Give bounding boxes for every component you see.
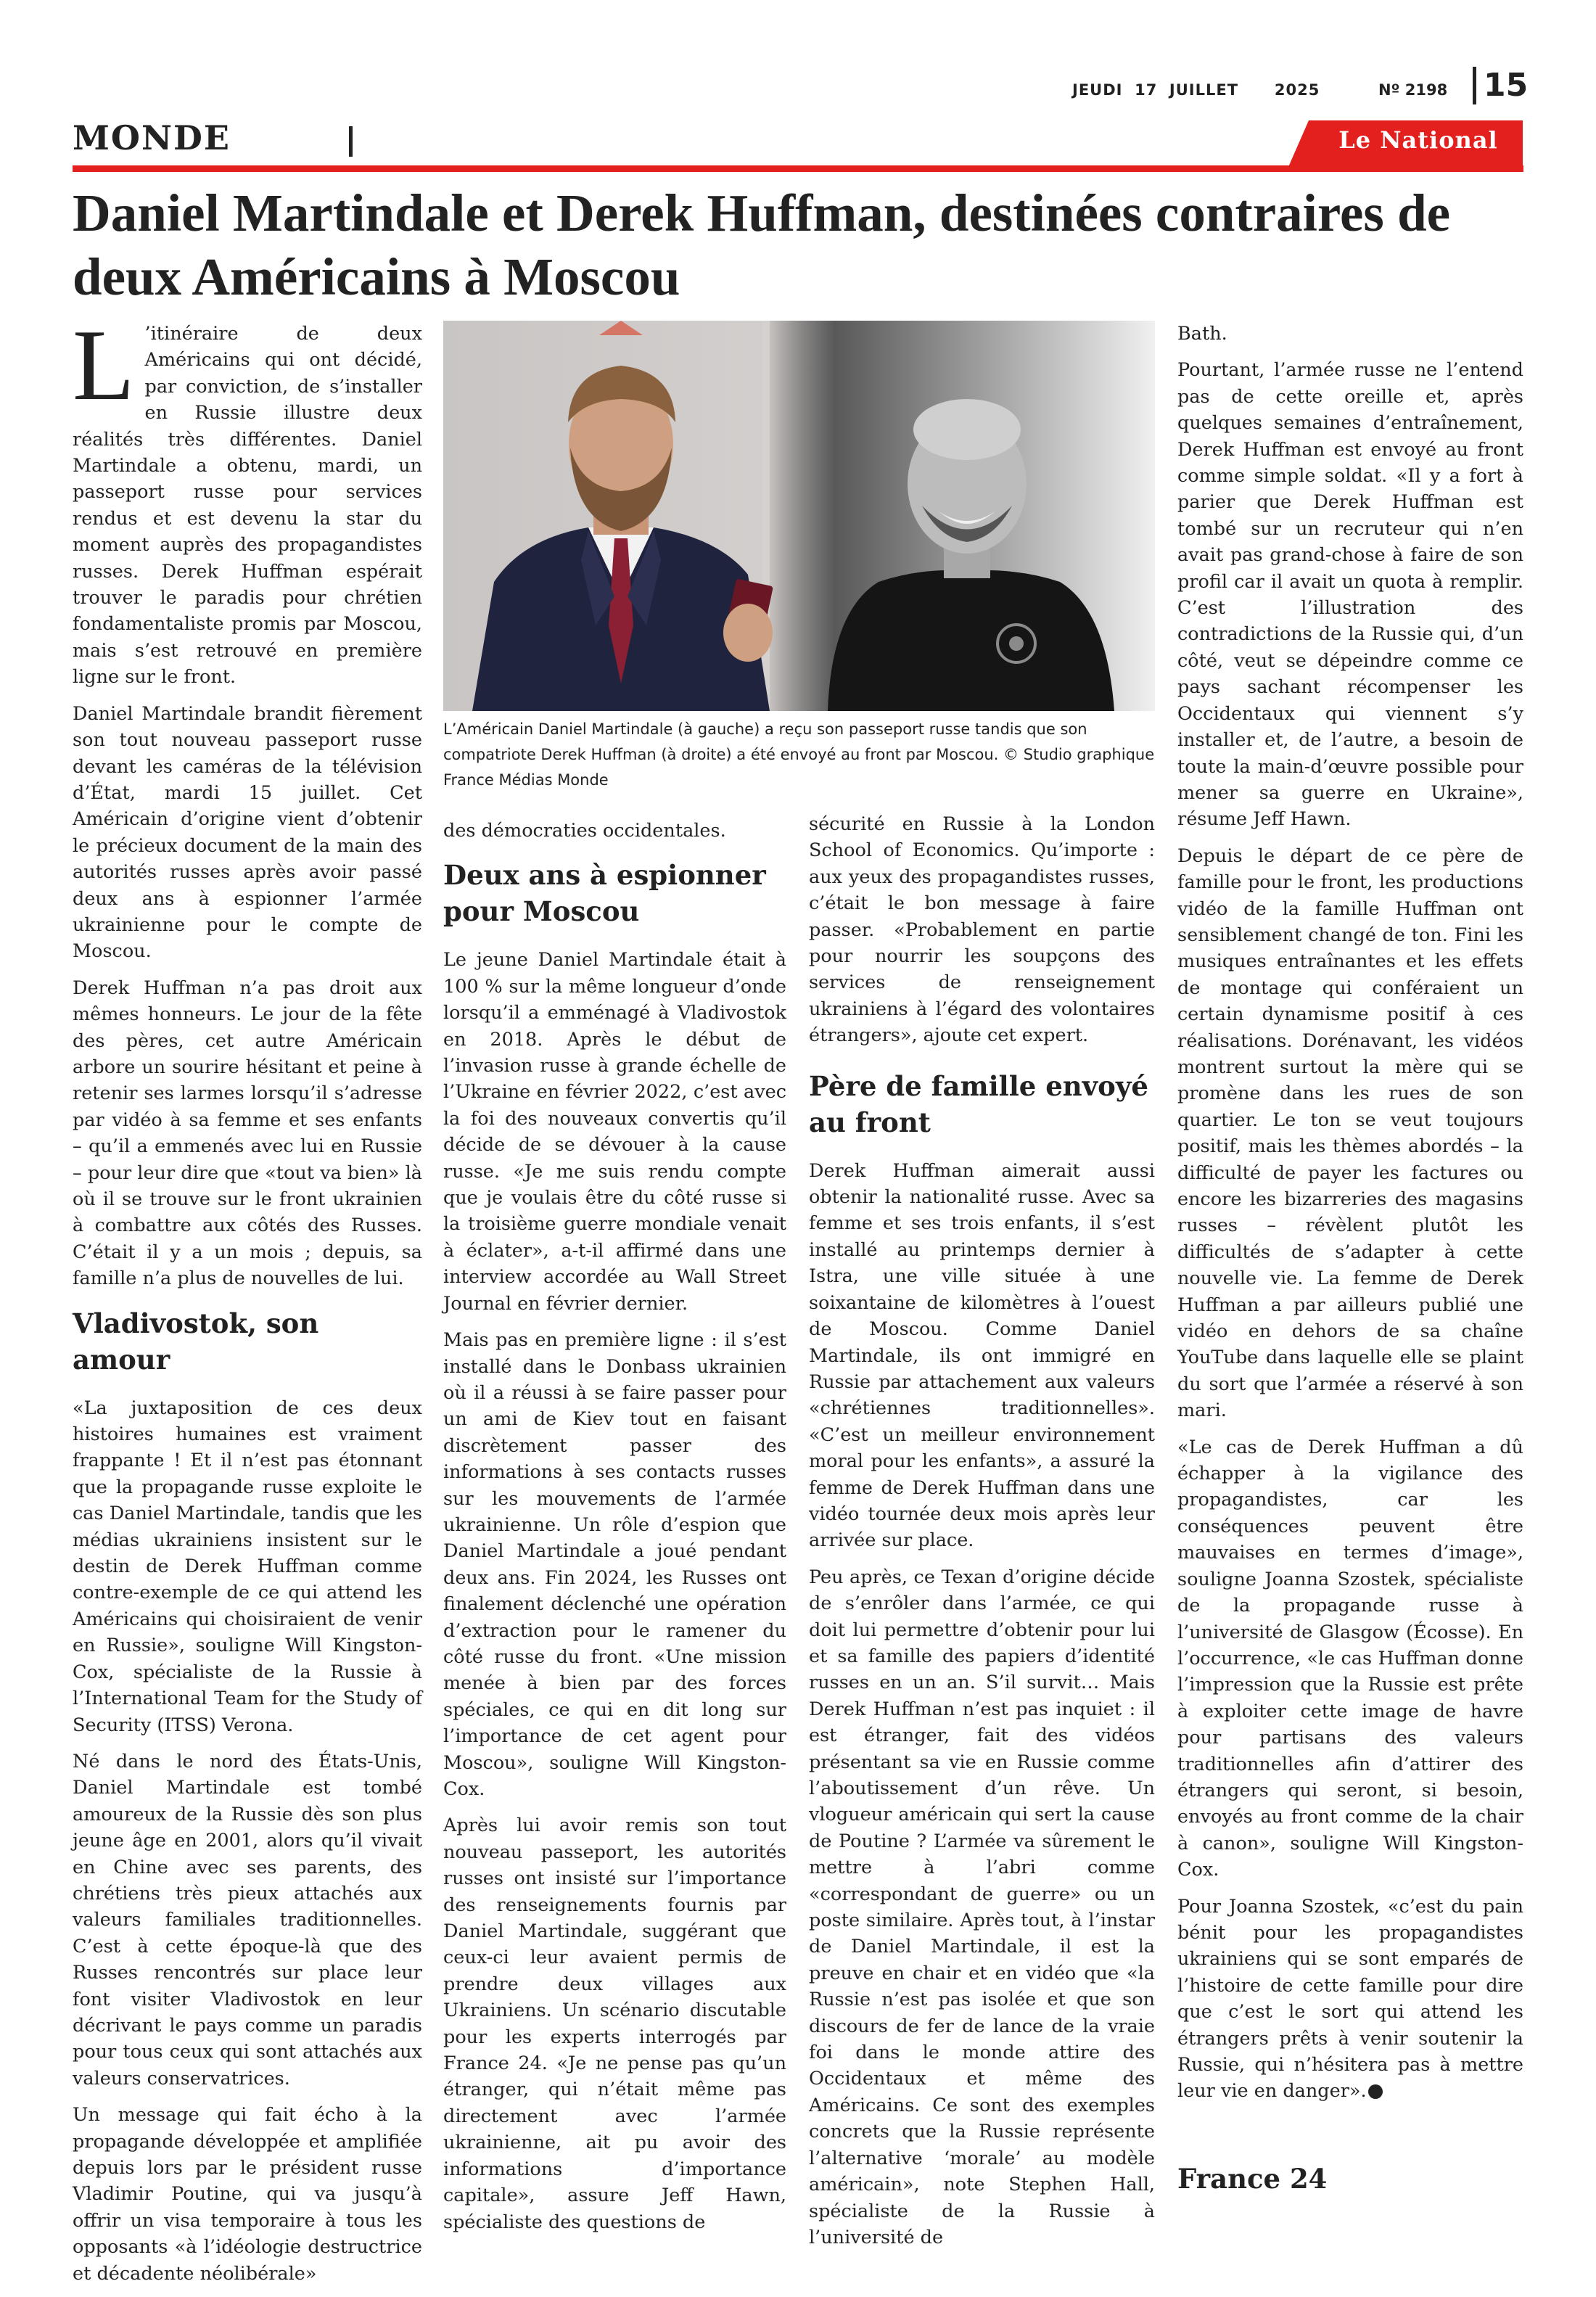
body-paragraph: Derek Huffman n’a pas droit aux mêmes honneurs. Le jour de la fête des pères, cet autre Américain arbore un sourire hésitant et peine à retenir ses larmes lorsqu’il s’adresse par vidéo à sa femme et ses enfants – qu’il a emmenés avec lui en Russie – pour leur dire que «tout va bien» là où il se trouve sur le front ukrainien à combattre aux côtés des Russes. C’était il y a un mois ; depuis, sa famille n’a plus de nouvelles de lui. [73,977,422,1290]
body-paragraph: Depuis le départ de ce père de famille pour le front, les productions vidéo de la famille Huffman ont sensiblement changé de ton. Fini les musiques entraînantes et les effets de montage qui conféraient un certain dynamisme positif à ces réalisations. Dorénavant, les vidéos montrent surtout la mère qui se promène dans les rues de son quartier. Le ton se veut toujours positif, mais les thèmes abordés – la difficulté de payer les factures ou encore les bizarreries des magasins russes – révèlent plutôt les difficultés de s’adapter à cette nouvelle vie. La femme de Derek Huffman a par ailleurs publié une vidéo en dehors de sa chaîne YouTube dans laquelle elle se plaint du sort que l’armée a réservé à son mari. [1177,845,1523,1422]
article-source: France 24 [1177,2162,1328,2195]
body-paragraph: Mais pas en première ligne : il s’est installé dans le Donbass ukrainien où il a réussi à se faire passer pour un ami de Kiev tout en faisant discrètement passer des informations à ses contacts russes sur les mouvements de l’armée ukrainienne. Un rôle d’espion que Daniel Martindale a joué pendant deux ans. Fin 2024, les Russes ont finalement déclenché une opération d’extraction pour le ramener du côté russe du front. «Une mission menée à bien par des forces spéciales, ce qui en dit long sur l’importance de cet agent pour Moscou», souligne Will Kingston-Cox. [443,1329,786,1800]
body-paragraph: Daniel Martindale brandit fièrement son tout nouveau passeport russe devant les caméras de la télévision d’État, mardi 15 juillet. Cet Américain d’origine vient d’obtenir le précieux document de la main des autorités russes après avoir passé deux ans à espionner l’armée ukrainienne pour le compte de Moscou. [73,702,422,963]
section-label: MONDE [73,118,231,157]
article-headline: Daniel Martindale et Derek Huffman, destinées contraires de deux Américains à Moscou [73,184,1451,306]
subheading: Deux ans à espionner pour Moscou [443,859,766,928]
body-paragraph: «La juxtaposition de ces deux histoires humaines est vraiment frappante ! Et il n’est pas étonnant que la propagande russe exploite le cas Daniel Martindale, tandis que les médias ukrainiens insistent sur le destin de Derek Huffman comme contre-exemple de ce qui attend les Américains qui choisiraient de venir en Russie», souligne Will Kingston-Cox, spécialiste de la Russie à l’International Team for the Study of Security (ITSS) Verona. [73,1397,422,1736]
lead-paragraph [73,309,422,691]
article-column-2 [443,818,786,2245]
closing-paragraph [1177,1894,1523,2105]
photo-caption: L’Américain Daniel Martindale (à gauche) a reçu son passeport russe tandis que son compatriote Derek Huffman (à droite) a été envoyé au front par Moscou. © Studio graphique France Médias Monde [443,720,1155,789]
body-paragraph: «Le cas de Derek Huffman a dû échapper à la vigilance des propagandistes, car les conséquences peuvent être mauvaises en termes d’image», souligne Joanna Szostek, spécialiste de la propagande russe à l’université de Glasgow (Écosse). En l’occurrence, «le cas Huffman donne l’impression que la Russie est prête à exploiter cette image de havre pour partisans des valeurs traditionnelles afin d’attirer des étrangers qui seront, si besoin, envoyés au front comme de la chair à canon», souligne Will Kingston-Cox. [1177,1436,1523,1881]
issue-date: JEUDI 17 JUILLET 2025 [1072,81,1320,99]
drop-cap: L [73,309,135,422]
end-mark-icon [1368,2084,1383,2099]
body-paragraph: Peu après, ce Texan d’origine décide de s’enrôler dans l’armée, ce qui doit lui permettre d’obtenir pour lui et sa famille des papiers d’identité russes en un an. S’il survit… Mais Derek Huffman n’est pas inquiet : il est étranger, fait des vidéos présentant sa vie en Russie comme l’aboutissement d’un rêve. Un vlogueur américain qui sert la cause de Poutine ? L’armée va sûrement le mettre à l’abri comme «correspondant de guerre» ou un poste similaire. Après tout, à l’instar de Daniel Martindale, il est la preuve en chair et en vidéo que «la Russie n’est pas isolée et que son discours de fer de lance de la vraie foi dans le monde attire des Occidentaux et même des Américains. Ce sont des exemples concrets que la Russie représente l’alternative ‘morale’ au modèle américain», note Stephen Hall, spécialiste de la Russie à l’université de [809,1566,1155,2248]
body-paragraph: Bath. [1177,323,1227,345]
article-column-3 [809,811,1155,2261]
body-paragraph: Le jeune Daniel Martindale était à 100 % sur la même longueur d’onde lorsqu’il a emménagé à Vladivostok en 2018. Après le début de l’invasion russe à grande échelle de l’Ukraine en février 2022, c’est avec la foi des nouveaux convertis qu’il décide de se dévouer à la cause russe. «Je me suis rendu compte que je voulais être du côté russe si la troisième guerre mondiale venait à éclater», a-t-il affirmé dans une interview accordée au Wall Street Journal en février dernier. [443,949,786,1315]
lead-text: ’itinéraire de deux Américains qui ont décidé, par conviction, de s’installer en Russie illustre deux réalités très différentes. Daniel Martindale a obtenu, mardi, un passeport russe pour services rendus et est devenu la star du moment auprès des propagandistes russes. Derek Huffman espérait trouver le paradis pour chrétien fondamentaliste promis par Moscou, mais s’est retrouvé en première ligne sur le front. [73,323,422,689]
article-column-4 [1177,321,1523,2195]
subheading: Vladivostok, son amour [73,1307,319,1376]
body-paragraph: sécurité en Russie à la London School of Economics. Qu’importe : aux yeux des propagandistes russes, c’était le bon message à faire passer. «Probablement en partie pour nourrir les soupçons des services de renseignement ukrainiens à l’égard des volontaires étrangers», ajoute cet expert. [809,813,1155,1047]
body-paragraph: Né dans le nord des États-Unis, Daniel Martindale est tombé amoureux de la Russie dès son plus jeune âge en 2001, alors qu’il vivait en Chine avec ses parents, des chrétiens très pieux attachés aux valeurs familiales traditionnelles. C’est à cette époque-là que des Russes rencontrés sur place leur font visiter Vladivostok en leur décrivant le pays comme un paradis pour tous ceux qui sont attachés aux valeurs conservatrices. [73,1750,422,2090]
subheading: Père de famille envoyé au front [809,1069,1148,1138]
article-photo [443,321,1155,711]
closing-text: Pour Joanna Szostek, «c’est du pain bénit pour les propagandistes ukrainiens qui se sont emparés de l’histoire de cette famille pour dire que c’est le sort qui attend les étrangers prêts à venir soutenir la Russie, qui n’hésitera pas à mettre leur vie en danger». [1177,1895,1523,2103]
body-paragraph: Pourtant, l’armée russe ne l’entend pas de cette oreille et, après quelques semaines d’entraînement, Derek Huffman est envoyé au front comme simple soldat. «Il y a fort à parier que Derek Huffman est tombé sur un recruteur qui n’en avait pas grand-chose à faire de son profil car il avait un quota à remplir. C’est l’illustration des contradictions de la Russie qui, d’un côté, veut se dépeindre comme ce pays sachant récompenser les Occidentaux qui viennent s’y installer et, de l’autre, a besoin de toute la main-d’œuvre possible pour mener sa guerre en Ukraine», résume Jeff Hawn. [1177,359,1523,831]
body-paragraph: Un message qui fait écho à la propagande développée et amplifiée depuis lors par le président russe Vladimir Poutine, qui va jusqu’à offrir un visa temporaire à tous les opposants «à l’idéologie destructrice et décadente néolibérale» [73,2104,422,2285]
body-paragraph: Après lui avoir remis son tout nouveau passeport, les autorités russes ont insisté sur l’importance des renseignements fournis par Daniel Martindale, suggérant que ceux-ci leur avaient permis de prendre deux villages aux Ukrainiens. Un scénario discutable pour les experts interrogés par France 24. «Je ne pense pas qu’un étranger, qui n’était même pas directement avec l’armée ukrainienne, ait pu avoir des informations d’importance capitale», assure Jeff Hawn, spécialiste des questions de [443,1815,786,2233]
issue-number: Nº 2198 [1378,81,1448,99]
body-paragraph: Derek Huffman aimerait aussi obtenir la nationalité russe. Avec sa femme et ses trois enfants, il s’est installé au printemps dernier à Istra, une ville située à une soixantaine de kilomètres à l’ouest de Moscou. Comme Daniel Martindale, ils ont immigré en Russie par attachement aux valeurs «chrétiennes traditionnelles». «C’est un meilleur environnement moral pour les enfants», a assuré la femme de Derek Huffman dans une vidéo tournée deux mois après leur arrivée sur place. [809,1159,1155,1552]
body-paragraph: des démocraties occidentales. [443,820,726,842]
page-number: 15 [1484,67,1529,104]
article-column-1 [73,309,422,2297]
header-rule [73,165,1523,172]
newspaper-brand: Le National [1338,126,1498,154]
section-divider [349,126,353,157]
page-number-divider [1473,67,1476,104]
